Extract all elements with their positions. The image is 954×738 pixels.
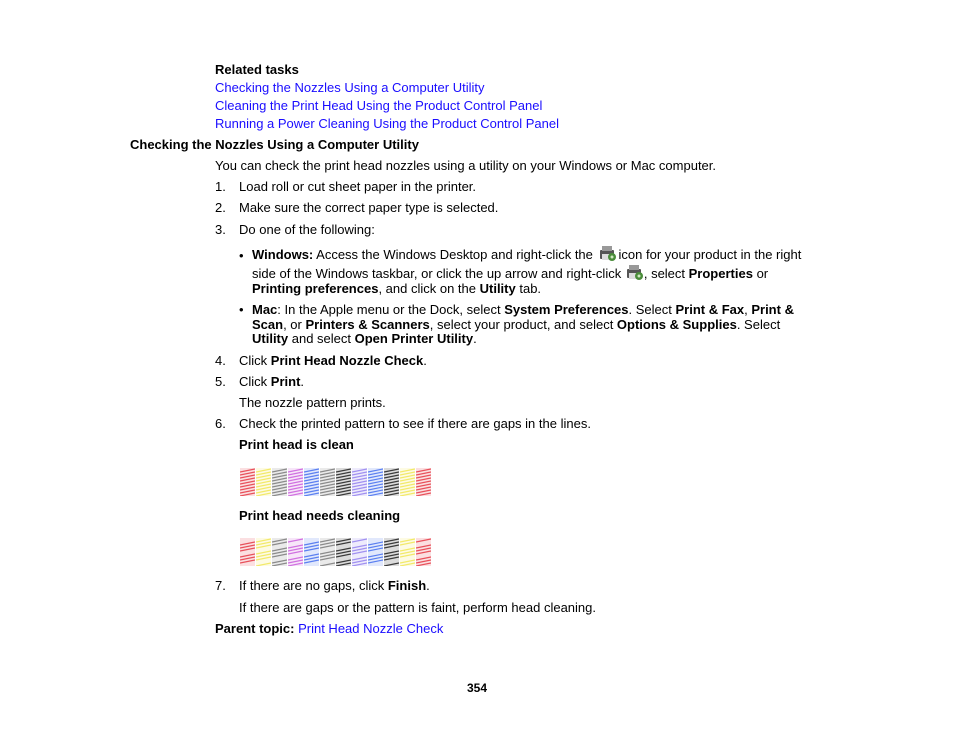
nozzle-pattern-cell — [240, 538, 255, 566]
nozzle-pattern-cell — [288, 538, 303, 566]
step-4-bold: Print Head Nozzle Check — [270, 353, 424, 368]
nozzle-pattern-cell — [368, 538, 383, 566]
parent-topic-label: Parent topic: — [215, 621, 295, 636]
mac-text-6: . Select — [736, 317, 781, 332]
printer-utility-icon — [626, 264, 644, 281]
mac-text-2: . Select — [628, 302, 676, 317]
nozzle-pattern-cell — [416, 538, 431, 566]
parent-topic-link[interactable]: Print Head Nozzle Check — [298, 621, 444, 636]
step-7-pre: If there are no gaps, click — [239, 578, 388, 593]
mac-bold-options-supplies: Options & Supplies — [616, 317, 737, 332]
nozzle-pattern-cell — [272, 468, 287, 496]
step-5-text — [239, 374, 304, 389]
step-3-text: Do one of the following: — [239, 222, 375, 237]
mac-line-2 — [252, 317, 780, 332]
dirty-nozzle-pattern — [240, 538, 431, 566]
nozzle-pattern-cell — [336, 468, 351, 496]
windows-line-1 — [252, 245, 801, 262]
link-cleaning-print-head[interactable]: Cleaning the Print Head Using the Product Control Panel — [215, 98, 543, 113]
windows-text-5: or — [752, 266, 769, 281]
step-5-note: The nozzle pattern prints. — [239, 395, 386, 410]
windows-line-3 — [252, 281, 541, 296]
nozzle-pattern-cell — [240, 468, 255, 496]
windows-text-1: Access the Windows Desktop and right-click the — [313, 247, 593, 262]
step-1 — [215, 179, 226, 194]
step-number: 7. — [215, 578, 226, 593]
page-number: 354 — [466, 681, 488, 695]
step-2 — [215, 200, 226, 215]
step-7-text — [239, 578, 430, 593]
nozzle-pattern-cell — [336, 538, 351, 566]
nozzle-pattern-cell — [256, 468, 271, 496]
nozzle-pattern-cell — [368, 468, 383, 496]
nozzle-pattern-cell — [400, 538, 415, 566]
nozzle-pattern-cell — [352, 538, 367, 566]
mac-bold-open-printer-utility: Open Printer Utility — [354, 331, 474, 346]
windows-text-2: icon for your product in the right — [618, 247, 802, 262]
clean-pattern-label: Print head is clean — [239, 437, 354, 452]
windows-bold-utility: Utility — [479, 281, 516, 296]
step-6 — [215, 416, 226, 431]
step-number: 1. — [215, 179, 226, 194]
parent-topic — [215, 621, 443, 636]
step-2-text: Make sure the correct paper type is selected. — [239, 200, 499, 215]
windows-text-4: , select — [643, 266, 689, 281]
mac-text-1: : In the Apple menu or the Dock, select — [277, 302, 505, 317]
nozzle-pattern-cell — [320, 468, 335, 496]
mac-text-7: and select — [288, 331, 355, 346]
mac-text-3: , — [744, 302, 752, 317]
step-number: 4. — [215, 353, 226, 368]
mac-bold-scan: Scan — [252, 317, 284, 332]
step-5-bold: Print — [270, 374, 301, 389]
link-checking-nozzles[interactable]: Checking the Nozzles Using a Computer Utility — [215, 80, 485, 95]
step-number: 3. — [215, 222, 226, 237]
windows-text-7: tab. — [515, 281, 542, 296]
nozzle-pattern-cell — [272, 538, 287, 566]
step-6-text: Check the printed pattern to see if there are gaps in the lines. — [239, 416, 591, 431]
windows-text-3: side of the Windows taskbar, or click the up arrow and right-click — [252, 266, 622, 281]
nozzle-pattern-cell — [288, 468, 303, 496]
nozzle-pattern-cell — [384, 468, 399, 496]
nozzle-pattern-cell — [384, 538, 399, 566]
section-title: Checking the Nozzles Using a Computer Utility — [130, 137, 419, 152]
step-4 — [215, 353, 226, 368]
section-intro: You can check the print head nozzles using a utility on your Windows or Mac computer. — [215, 158, 717, 173]
link-power-cleaning[interactable]: Running a Power Cleaning Using the Product Control Panel — [215, 116, 559, 131]
mac-bold-print-and: Print & — [751, 302, 794, 317]
windows-line-2 — [252, 264, 768, 281]
step-4-text — [239, 353, 427, 368]
nozzle-pattern-cell — [304, 538, 319, 566]
nozzle-pattern-cell — [304, 468, 319, 496]
mac-text-8: . — [473, 331, 477, 346]
bullet-dot: • — [239, 248, 244, 263]
step-7-bold: Finish — [387, 578, 427, 593]
mac-line-3 — [252, 331, 477, 346]
printer-utility-icon — [599, 245, 617, 262]
step-1-text: Load roll or cut sheet paper in the printer. — [239, 179, 477, 194]
step-number: 2. — [215, 200, 226, 215]
step-7 — [215, 578, 226, 593]
windows-bold-properties: Properties — [688, 266, 753, 281]
bullet-dot: • — [239, 302, 244, 317]
windows-label: Windows: — [252, 247, 314, 262]
step-number: 6. — [215, 416, 226, 431]
mac-text-5: , select your product, and select — [429, 317, 617, 332]
mac-bold-utility: Utility — [252, 331, 289, 346]
mac-bold-print-fax: Print & Fax — [675, 302, 745, 317]
windows-bold-printing-preferences: Printing preferences — [252, 281, 379, 296]
nozzle-pattern-cell — [416, 468, 431, 496]
mac-bold-printers-scanners: Printers & Scanners — [305, 317, 430, 332]
nozzle-pattern-cell — [352, 468, 367, 496]
step-4-post: . — [423, 353, 427, 368]
step-4-pre: Click — [239, 353, 271, 368]
mac-line-1 — [252, 302, 794, 317]
mac-text-4: , or — [283, 317, 306, 332]
nozzle-pattern-cell — [320, 538, 335, 566]
nozzle-pattern-cell — [400, 468, 415, 496]
step-5-post: . — [300, 374, 305, 389]
step-5-pre: Click — [239, 374, 271, 389]
clean-nozzle-pattern — [240, 468, 431, 496]
step-7-post: . — [426, 578, 430, 593]
step-7-note: If there are gaps or the pattern is faint, perform head cleaning. — [239, 600, 596, 615]
step-3 — [215, 222, 226, 237]
related-tasks-heading: Related tasks — [215, 62, 299, 77]
nozzle-pattern-cell — [256, 538, 271, 566]
windows-text-6: , and click on the — [378, 281, 480, 296]
mac-bold-system-preferences: System Preferences — [504, 302, 629, 317]
dirty-pattern-label: Print head needs cleaning — [239, 508, 401, 523]
step-5 — [215, 374, 226, 389]
step-number: 5. — [215, 374, 226, 389]
mac-label: Mac — [252, 302, 278, 317]
